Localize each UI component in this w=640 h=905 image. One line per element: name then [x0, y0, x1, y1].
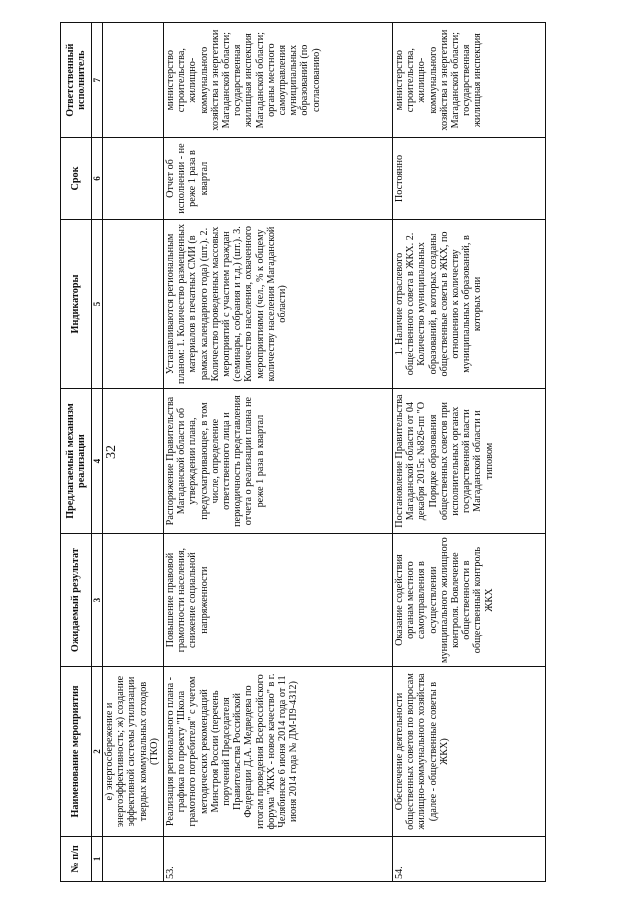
page-number: 32 — [104, 445, 119, 459]
col-number: 3 — [92, 533, 103, 666]
cell-term: Постоянно — [393, 138, 546, 219]
cell-result: Оказание содействия органам местного самоуправления в осуществлении муниципального жилищного контроля. Вовлечение общественности в общественный контроль ЖКХ — [393, 533, 546, 666]
cell-executor — [103, 23, 164, 138]
cell-indicators: Устанавливаются региональным планом: 1. Количество размещенных материалов в печатных СМИ (в рамках календарного года) (шт.). 2. Количество проведенных массовых мероприятий с участием граждан (семинары, собрания и т.д.) (шт.). 3. Количество населения, охваченного мероприятиями (чел., % к общему количеству населения Магаданской области) — [164, 219, 393, 389]
cell-executor: министерство строительства, жилищно-коммунального хозяйства и энергетики Магаданской области; государственная жилищная инспекция — [393, 23, 546, 138]
cell-mechanism — [103, 389, 164, 534]
cell-term — [103, 138, 164, 219]
cell-num: 53. — [164, 836, 393, 881]
header-executor: Ответственный исполнитель — [61, 23, 92, 138]
table-row — [393, 23, 546, 882]
cell-mechanism: Распоряжение Правительства Магаданской области об утверждении плана, предусматривающее, в том числе, определение ответственного лица и периодичность представления отчета о реализации плана не реже 1 раза в квартал — [164, 389, 393, 534]
cell-name: Реализация регионального плана - графика по проекту "Школа грамотного потребителя" с учетом методических рекомендаций Минстроя России (перечень поручений Председателя Правительства Российской Федерации Д.А. Медведева по итогам проведения Всероссийского форума "ЖКХ - новое качество" в г. Челябинске 6 июня 2014 года от 11 июня 2014 года № ДМ-П9-4312) — [164, 667, 393, 837]
header-term: Срок — [61, 138, 92, 219]
cell-result: Повышение правовой грамотности населения, снижение социальной напряженности — [164, 533, 393, 666]
col-number: 2 — [92, 667, 103, 837]
header-num: № п/п — [61, 836, 92, 881]
header-row — [61, 23, 92, 882]
cell-num: 54. — [393, 836, 546, 881]
col-number: 1 — [92, 836, 103, 881]
table-row — [164, 23, 393, 882]
cell-indicators — [103, 219, 164, 389]
cell-indicators: 1. Наличие отраслевого общественного совета в ЖКХ. 2. Количество муниципальных образований, в которых созданы общественные советы в ЖКХ, по отношению к количеству муниципальных образований, в которых они — [393, 219, 546, 389]
header-result: Ожидаемый результат — [61, 533, 92, 666]
cell-name: Обеспечение деятельности общественных советов по вопросам жилищно-коммунального хозяйства (далее - общественные советы в ЖКХ) — [393, 667, 546, 837]
cell-mechanism: Постановление Правительства Магаданской области от 04 декабря 2015г. №826-пп "О Порядке образования общественных советов при исполнительных органах государственной власти Магаданской области и типовом — [393, 389, 546, 534]
col-number: 4 — [92, 389, 103, 534]
cell-executor: министерство строительства, жилищно-коммунального хозяйства и энергетики Магаданской области; государственная жилищная инспекция Магаданской области; органы местного самоуправления муниципальных образований (по согласованию) — [164, 23, 393, 138]
col-number: 7 — [92, 23, 103, 138]
cell-result — [103, 533, 164, 666]
rotated-page — [60, 22, 580, 882]
col-number: 5 — [92, 219, 103, 389]
header-indicators: Индикаторы — [61, 219, 92, 389]
column-number-row — [92, 23, 103, 882]
cell-num — [103, 836, 164, 881]
col-number: 6 — [92, 138, 103, 219]
cell-term: Отчет об исполнении - не реже 1 раза в квартал — [164, 138, 393, 219]
measures-table — [60, 22, 546, 882]
cell-name: е) энергосбережение и энергоэффективность; ж) создание эффективной системы утилизации твердых коммунальных отходов (ТКО) — [103, 667, 164, 837]
header-mechanism: Предлагаемый механизм реализации — [61, 389, 92, 534]
table-row — [103, 23, 164, 882]
header-name: Наименование мероприятия — [61, 667, 92, 837]
